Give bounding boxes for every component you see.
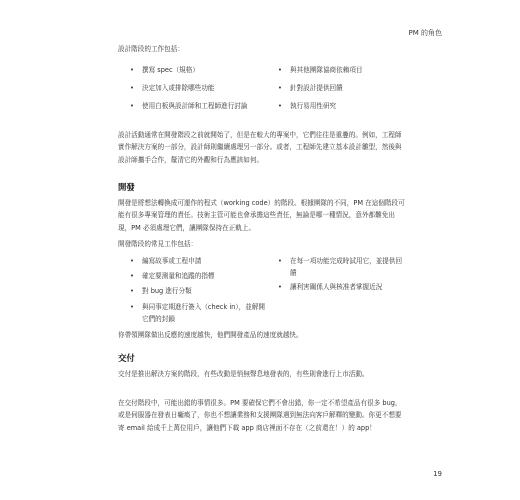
development-list-item: • 對 bug 進行分類 [142,285,262,297]
delivery-paragraph-1: 交付是推出解決方案的階段，有些改動是悄無聲息地發表的，有些則會進行上市活動。 [118,370,369,378]
section-heading-development: 開發 [118,182,135,192]
development-paragraph-2: 你帶領團隊做出反應的速度越快，他們開發產品的速度就越快。 [118,331,303,339]
delivery-paragraph-2: 在交付階段中，可能出錯的事情很多。PM 要確保它們不會出錯，你一定不希望產品有很多 bug，或是伺服器在發表日癱瘓了，你也不想讓業務和支援團隊遇到無法向客戶解釋的變動。你更不想要寄 email 給成千上萬位用戶，讓他們下載 app 商店裡面不存在（之前還在！）的 app！ [118,399,402,432]
development-list-item: • 與同事定期進行簽入（check in），並解開它們的封鎖 [142,301,267,326]
development-list-item: • 確定要測量和追蹤的指標 [142,270,262,282]
design-list-item: • 使用白板與設計師和工程師進行討論 [142,100,252,112]
page-number: 19 [433,470,442,478]
development-list-item: • 讓利害關係人與核准者掌握近況 [290,281,410,293]
development-list-item: • 編寫故事或工程申請 [142,255,262,267]
design-intro: 設計階段的工作包括： [118,45,184,53]
running-head: PM 的角色 [408,29,442,37]
section-heading-delivery: 交付 [118,353,135,363]
development-list-item: • 在每一項功能完成時試用它，並提供回饋 [290,255,408,280]
design-paragraph: 設計活動通常在開發階段之前就開始了，但是在較大的專案中，它們往往是重疊的。例如，工程師實作解決方案的一部分，設計師則繼續處理另一部分。或者，工程師先建立基本設計雛型，然後與設計師攜手合作，釐清它的外觀和行為應該如何。 [118,131,402,164]
development-paragraph-1: 開發是將想法轉換成可運作的程式（working code）的階段。根據團隊的不同，PM 在這個階段可能有很多專案管理的責任。技術主管可能也會承擔這些責任，無論是哪一種情況，意外都難免出現，PM 必須處理它們，讓團隊保持在正軌上。 [118,199,405,232]
design-list-item: • 執行易用性研究 [290,100,410,112]
design-list-item: • 決定加入或排除哪些功能 [142,82,262,94]
design-list-item: • 與其他團隊協商依賴項目 [290,64,410,76]
development-intro: 開發階段的常見工作包括： [118,240,198,248]
design-list-item: • 針對設計提供回饋 [290,82,410,94]
design-list-item: • 撰寫 spec（規格） [142,64,262,76]
